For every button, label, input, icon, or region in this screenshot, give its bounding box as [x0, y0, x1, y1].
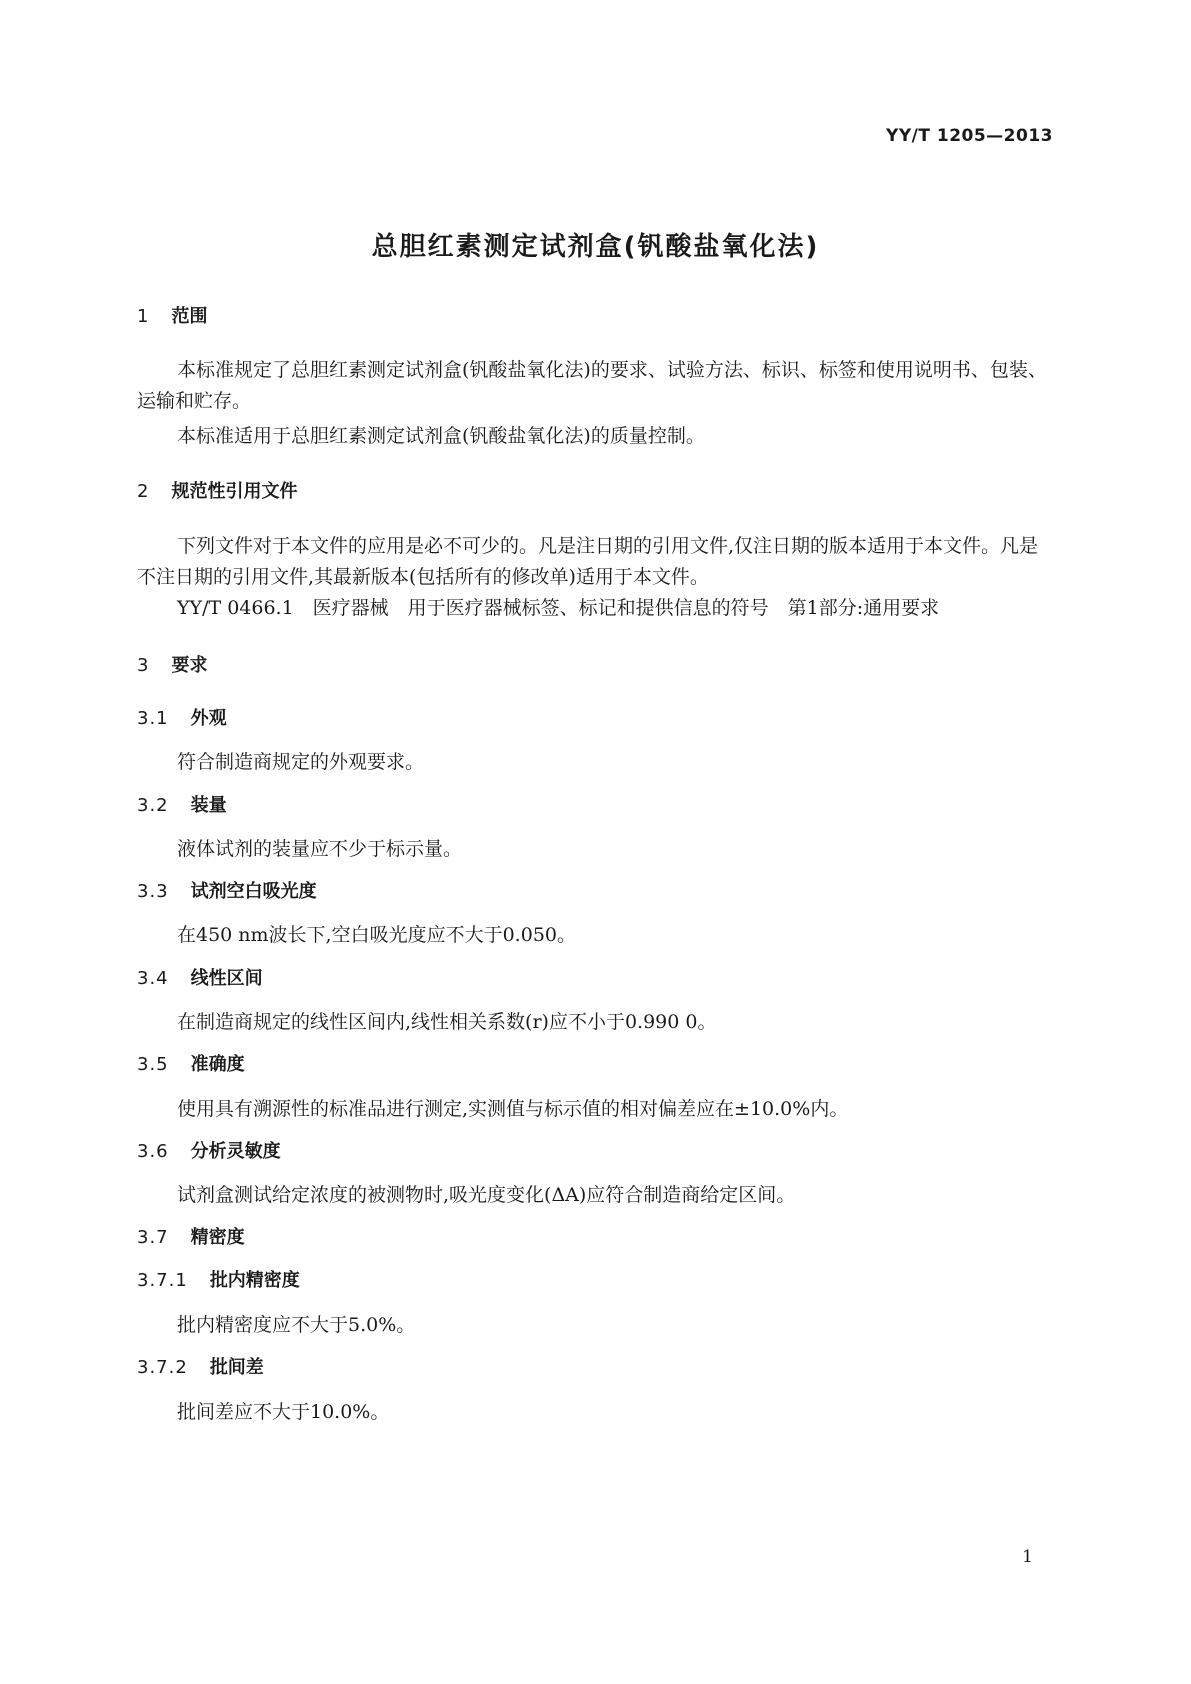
- section-title: 范围: [171, 306, 208, 327]
- section-title: 批间差: [209, 1357, 264, 1378]
- section-number: 3.5: [137, 1054, 169, 1075]
- section-number: 3.3: [137, 881, 169, 902]
- section-1-heading: [137, 302, 207, 328]
- normative-reference: YY/T 0466.1 医疗器械 用于医疗器械标签、标记和提供信息的符号 第1部分:通用要求: [177, 597, 940, 619]
- section-3-7-2-heading: [137, 1353, 264, 1379]
- section-3-1-heading: [137, 704, 227, 730]
- section-2-heading: [137, 477, 297, 503]
- page-number: 1: [1022, 1547, 1033, 1567]
- section-number: 3: [137, 655, 150, 676]
- section-number: 3.6: [137, 1141, 169, 1162]
- section-title: 要求: [171, 655, 208, 676]
- section-number: 3.2: [137, 795, 169, 816]
- section-2-paragraph-1: 下列文件对于本文件的应用是必不可少的。凡是注日期的引用文件,仅注日期的版本适用于本文件。凡是不注日期的引用文件,其最新版本(包括所有的修改单)适用于本文件。: [137, 535, 1039, 588]
- section-3-6-text: 试剂盒测试给定浓度的被测物时,吸光度变化(ΔA)应符合制造商给定区间。: [177, 1184, 796, 1206]
- section-3-1-text: 符合制造商规定的外观要求。: [177, 751, 425, 773]
- section-3-5-text: 使用具有溯源性的标准品进行测定,实测值与标示值的相对偏差应在±10.0%内。: [177, 1098, 849, 1120]
- document-title: 总胆红素测定试剂盒(钒酸盐氧化法): [371, 232, 820, 262]
- section-number: 3.7: [137, 1227, 169, 1248]
- section-3-7-1-text: 批内精密度应不大于5.0%。: [177, 1314, 416, 1336]
- section-number: 1: [137, 306, 150, 327]
- section-number: 3.7.1: [137, 1270, 188, 1291]
- section-3-4-heading: [137, 964, 263, 990]
- section-3-2-heading: [137, 791, 227, 817]
- section-3-7-1-heading: [137, 1266, 300, 1292]
- section-number: 3.1: [137, 708, 169, 729]
- section-number: 2: [137, 481, 150, 502]
- section-3-2-text: 液体试剂的装量应不少于标示量。: [177, 838, 463, 860]
- section-title: 外观: [190, 708, 227, 729]
- section-title: 批内精密度: [209, 1270, 300, 1291]
- section-title: 精密度: [190, 1227, 245, 1248]
- section-title: 装量: [190, 795, 227, 816]
- section-title: 规范性引用文件: [171, 481, 298, 502]
- section-number: 3.4: [137, 968, 169, 989]
- section-3-3-heading: [137, 877, 317, 903]
- section-1-paragraph-2: 本标准适用于总胆红素测定试剂盒(钒酸盐氧化法)的质量控制。: [177, 425, 705, 447]
- section-3-7-2-text: 批间差应不大于10.0%。: [177, 1401, 390, 1423]
- section-3-4-text: 在制造商规定的线性区间内,线性相关系数(r)应不小于0.990 0。: [177, 1011, 717, 1033]
- section-3-3-text: 在450 nm波长下,空白吸光度应不大于0.050。: [177, 924, 576, 946]
- section-3-heading: [137, 651, 207, 677]
- section-1-paragraph-1: 本标准规定了总胆红素测定试剂盒(钒酸盐氧化法)的要求、试验方法、标识、标签和使用说明书、包装、运输和贮存。: [137, 359, 1047, 412]
- section-3-5-heading: [137, 1050, 245, 1076]
- section-title: 试剂空白吸光度: [190, 881, 317, 902]
- section-3-7-heading: [137, 1223, 245, 1249]
- section-title: 准确度: [190, 1054, 245, 1075]
- section-title: 分析灵敏度: [190, 1141, 281, 1162]
- standard-code: YY/T 1205—2013: [886, 126, 1053, 146]
- section-3-6-heading: [137, 1137, 281, 1163]
- section-title: 线性区间: [190, 968, 263, 989]
- section-number: 3.7.2: [137, 1357, 188, 1378]
